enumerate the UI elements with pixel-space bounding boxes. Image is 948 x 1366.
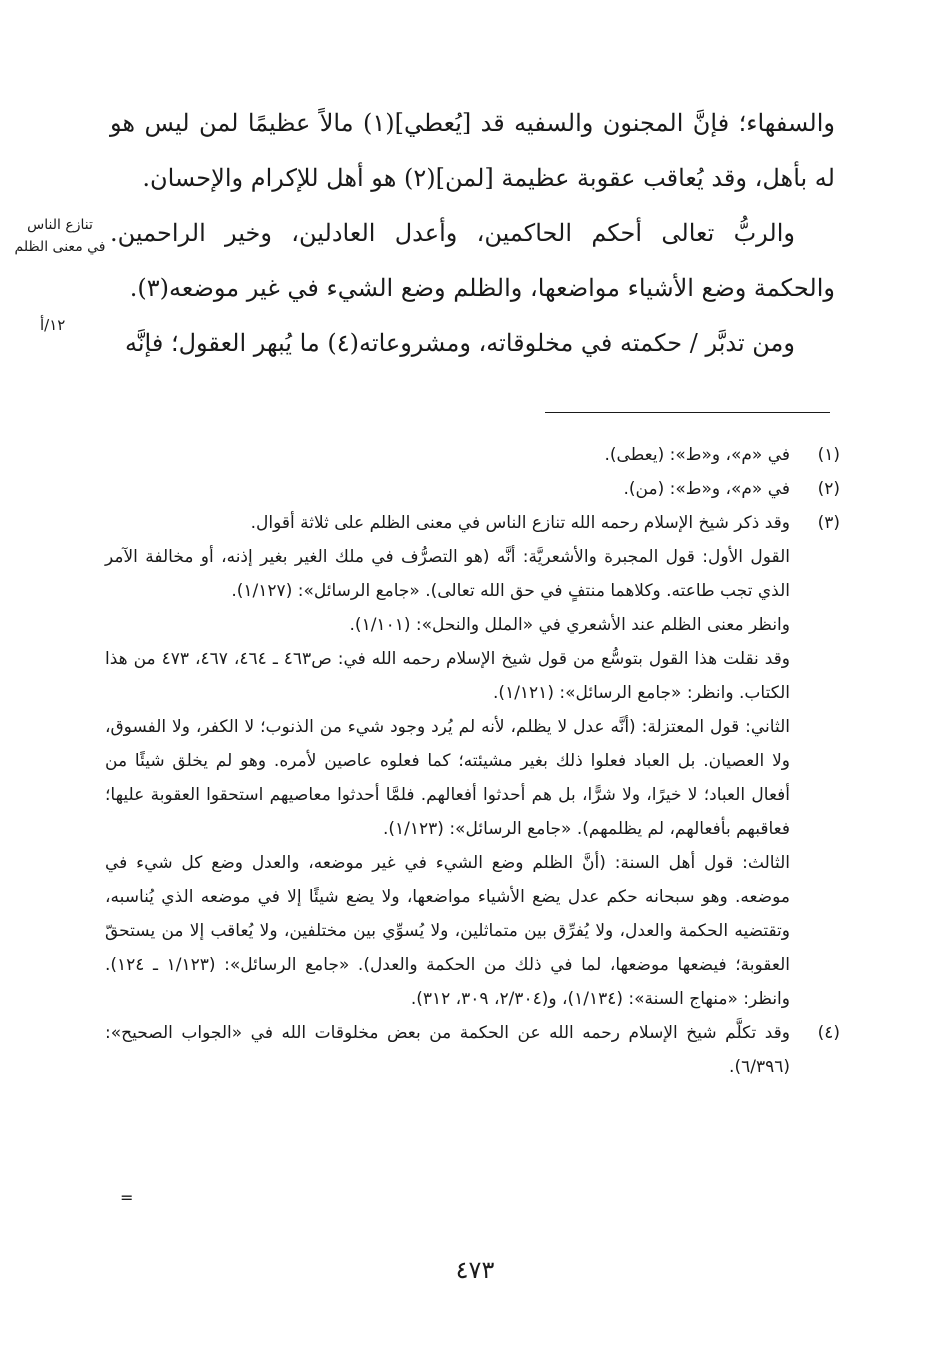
- footnote-number: (٣): [817, 513, 840, 533]
- footnote-number: (٤): [817, 1023, 840, 1043]
- footnotes: [105, 438, 840, 1084]
- footnote-separator: [545, 412, 830, 413]
- footnote-text: وقد ذكر شيخ الإسلام رحمه الله تنازع الناس في معنى الظلم على ثلاثة أقوال.: [250, 513, 790, 533]
- footnote-text: وقد نقلت هذا القول بتوسُّع من قول شيخ الإسلام رحمه الله في: ص٤٦٣ ـ ٤٦٤، ٤٦٧، ٤٧٣ من هذا الكتاب. وانظر: «جامع الرسائل»: (١/١٢١).: [105, 649, 791, 703]
- footnote-text: الثاني: قول المعتزلة: (أنَّه عدل لا يظلم، لأنه لم يُرد وجود شيء من الذنوب؛ لا الكفر، ولا الفسوق، ولا العصيان. بل العباد فعلوا ذلك بغير مشيئته؛ كما فعلوه عاصين لأمره. وهو لم يخلق شيئًا من أفعال العباد؛ لا خيرًا، ولا شرًّا، بل هم أحدثوا أفعالهم. فلمَّا أحدثوا معاصيهم استحقوا العقوبة عليها؛ فعاقبهم بأفعالهم، لم يظلمهم). «جامع الرسائل»: (١/١٢٣).: [105, 717, 790, 839]
- folio-reference: ١٢/أ: [40, 316, 66, 334]
- main-paragraph: والسفهاء؛ فإنَّ المجنون والسفيه قد [يُعطي](١) مالاً عظيمًا لمن ليس هو له بأهل، وقد يُعاقب عقوبة عظيمة [لمن](٢) هو أهل للإكرام والإحسان.: [110, 109, 835, 192]
- footnote: [105, 1016, 840, 1084]
- footnote-number: (١): [817, 445, 840, 465]
- continuation-mark: =: [120, 1188, 134, 1207]
- footnote-text: القول الأول: قول المجبرة والأشعريَّة: أنَّه (هو التصرُّف في ملك الغير بغير إذنه، أو مخالفة الآمر الذي تجب طاعته. وكلاهما منتفٍ في حق الله تعالى). «جامع الرسائل»: (١/١٢٧).: [105, 547, 790, 601]
- margin-heading: [14, 214, 106, 258]
- footnote-text: وقد تكلَّم شيخ الإسلام رحمه الله عن الحكمة من بعض مخلوقات الله في «الجواب الصحيح»: (٦/٣٩٦).: [105, 1023, 790, 1077]
- footnote-text: وانظر معنى الظلم عند الأشعري في «الملل والنحل»: (١/١٠١).: [349, 615, 790, 635]
- main-text: [110, 96, 835, 371]
- footnote-text: في «م»، و«ط»: (من).: [623, 479, 790, 499]
- main-paragraph: ومن تدبَّر / حكمته في مخلوقاته، ومشروعاته(٤) ما يُبهر العقول؛ فإنَّه: [125, 329, 795, 357]
- page-number: ٤٧٣: [455, 1256, 495, 1284]
- margin-heading-line: في معنى الظلم: [14, 239, 106, 255]
- footnote-text: الثالث: قول أهل السنة: (أنَّ الظلم وضع الشيء في غير موضعه، والعدل وضع كل شيء في موضعه. وهو سبحانه حكم عدل يضع الأشياء مواضعها، ولا يضع شيئًا إلا في موضعه الذي يُناسبه، وتقتضيه الحكمة والعدل، ولا يُفرِّق بين متماثلين، ولا يُسوِّي بين مختلفين، ولا يُعاقب إلا من يستحقّ العقوبة؛ فيضعها موضعها، لما في ذلك من الحكمة والعدل). «جامع الرسائل»: (١/١٢٣ ـ ١٢٤). وانظر: «منهاج السنة»: (١/١٣٤)، و(٢/٣٠٤، ٣٠٩، ٣١٢).: [105, 853, 790, 1009]
- margin-heading-line: تنازع الناس: [27, 217, 93, 233]
- main-paragraph: والربُّ تعالى أحكم الحاكمين، وأعدل العادلين، وخير الراحمين. والحكمة وضع الأشياء مواضعها، والظلم وضع الشيء في غير موضعه(٣).: [110, 219, 835, 302]
- footnote: [105, 472, 840, 506]
- footnote-number: (٢): [817, 479, 840, 499]
- footnote: [105, 506, 840, 1016]
- footnote: [105, 438, 840, 472]
- footnote-text: في «م»، و«ط»: (يعطى).: [604, 445, 790, 465]
